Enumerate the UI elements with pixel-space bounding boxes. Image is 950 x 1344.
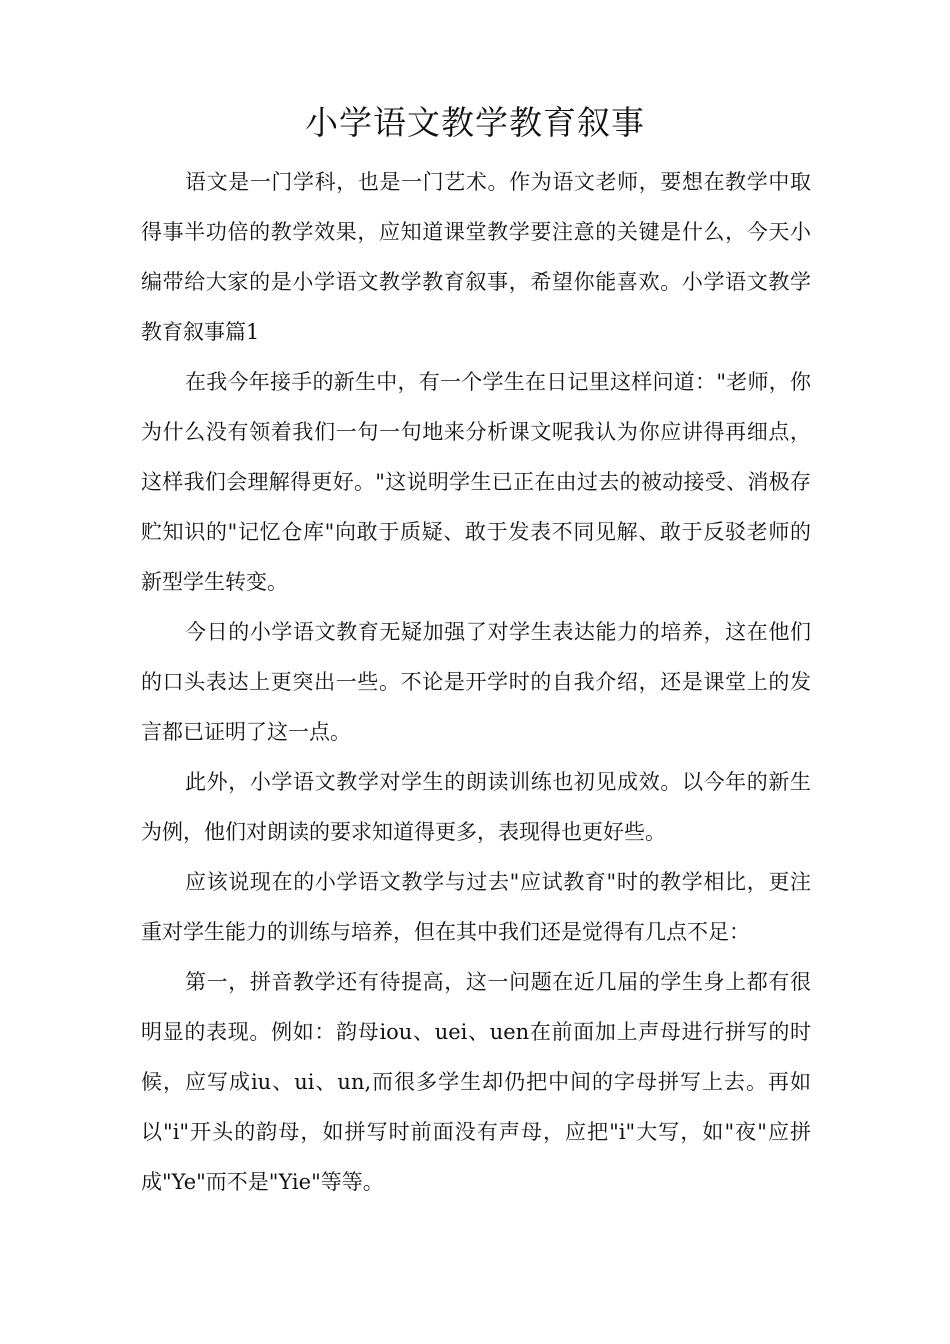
paragraph-student-diary: 在我今年接手的新生中，有一个学生在日记里这样问道："老师，你为什么没有领着我们一句一句地来分析课文呢我认为你应讲得再细点，这样我们会理解得更好。"这说明学生已正在由过去的被动接受、消极存贮知识的"记忆仓库"向敢于质疑、敢于发表不同见解、敢于反驳老师的新型学生转变。 — [141, 370, 811, 594]
paragraph-reading-training: 此外，小学语文教学对学生的朗读训练也初见成效。以今年的新生为例，他们对朗读的要求知道得更多，表现得也更好些。 — [141, 770, 811, 844]
document-body — [141, 157, 811, 1207]
paragraph-expression-ability: 今日的小学语文教育无疑加强了对学生表达能力的培养，这在他们的口头表达上更突出一些。不论是开学时的自我介绍，还是课堂上的发言都已证明了这一点。 — [141, 620, 811, 744]
paragraph-intro: 语文是一门学科，也是一门艺术。作为语文老师，要想在教学中取得事半功倍的教学效果，应知道课堂教学要注意的关键是什么，今天小编带给大家的是小学语文教学教育叙事，希望你能喜欢。小学语文教学教育叙事篇1 — [141, 170, 811, 344]
paragraph-shortcomings: 应该说现在的小学语文教学与过去"应试教育"时的教学相比，更注重对学生能力的训练与培养，但在其中我们还是觉得有几点不足： — [141, 870, 811, 944]
paragraph-pinyin-teaching: 第一，拼音教学还有待提高，这一问题在近几届的学生身上都有很明显的表现。例如：韵母iou、uei、uen在前面加上声母进行拼写的时候，应写成iu、ui、un,而很多学生却仍把中间的字母拼写上去。再如以"i"开头的韵母，如拼写时前面没有声母，应把"i"大写，如"夜"应拼成"Ye"而不是"Yie"等等。 — [141, 970, 811, 1194]
document-title: 小学语文教学教育叙事 — [305, 103, 645, 142]
